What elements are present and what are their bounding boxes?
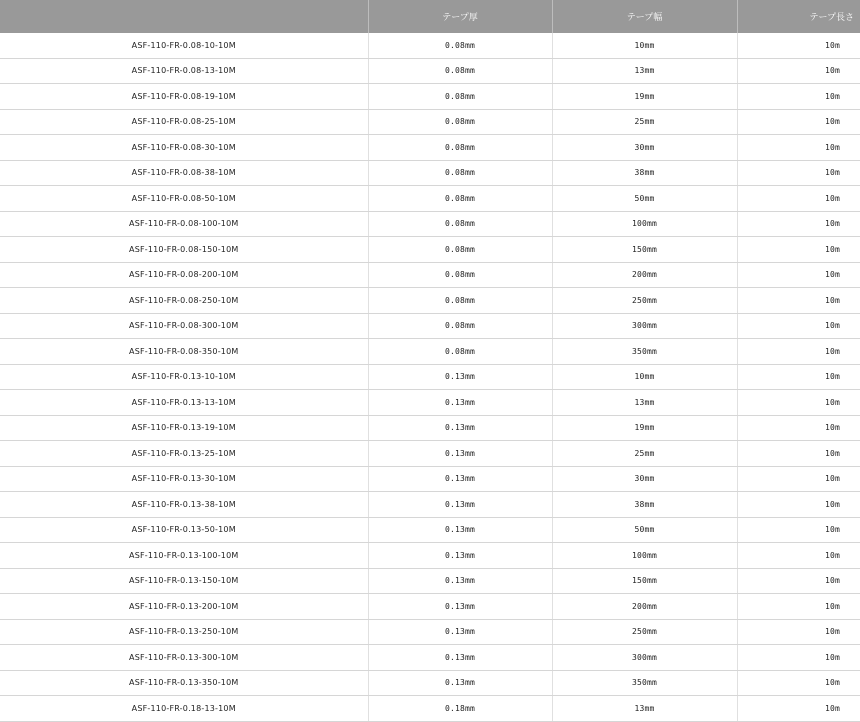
cell-product-code: ASF-110-FR-0.08-250-10M xyxy=(0,288,368,314)
table-body xyxy=(0,33,860,721)
table-row xyxy=(0,313,860,339)
table-header xyxy=(0,0,860,33)
cell-tape-width: 13mm xyxy=(552,58,737,84)
cell-tape-thickness: 0.13mm xyxy=(368,466,552,492)
table-row xyxy=(0,364,860,390)
cell-tape-width: 19mm xyxy=(552,415,737,441)
table-row xyxy=(0,186,860,212)
cell-product-code: ASF-110-FR-0.08-13-10M xyxy=(0,58,368,84)
cell-tape-width: 200mm xyxy=(552,594,737,620)
cell-tape-width: 30mm xyxy=(552,466,737,492)
cell-tape-width: 38mm xyxy=(552,492,737,518)
cell-tape-length: 10m xyxy=(737,186,860,212)
cell-tape-width: 350mm xyxy=(552,670,737,696)
cell-tape-length: 10m xyxy=(737,670,860,696)
cell-tape-thickness: 0.08mm xyxy=(368,109,552,135)
table-row xyxy=(0,288,860,314)
cell-tape-length: 10m xyxy=(737,415,860,441)
cell-tape-length: 10m xyxy=(737,313,860,339)
cell-tape-width: 100mm xyxy=(552,543,737,569)
cell-product-code: ASF-110-FR-0.13-250-10M xyxy=(0,619,368,645)
cell-tape-length: 10m xyxy=(737,109,860,135)
cell-tape-width: 10mm xyxy=(552,364,737,390)
table-row xyxy=(0,262,860,288)
table-row xyxy=(0,237,860,263)
cell-tape-length: 10m xyxy=(737,237,860,263)
cell-tape-thickness: 0.18mm xyxy=(368,696,552,722)
table-row xyxy=(0,670,860,696)
cell-tape-thickness: 0.08mm xyxy=(368,84,552,110)
table-row xyxy=(0,594,860,620)
cell-tape-thickness: 0.13mm xyxy=(368,645,552,671)
table-row xyxy=(0,135,860,161)
cell-tape-length: 10m xyxy=(737,492,860,518)
header-row xyxy=(0,0,860,33)
cell-tape-width: 25mm xyxy=(552,441,737,467)
cell-tape-thickness: 0.08mm xyxy=(368,237,552,263)
cell-product-code: ASF-110-FR-0.13-100-10M xyxy=(0,543,368,569)
cell-tape-thickness: 0.13mm xyxy=(368,492,552,518)
cell-product-code: ASF-110-FR-0.13-30-10M xyxy=(0,466,368,492)
cell-tape-length: 10m xyxy=(737,568,860,594)
table-row xyxy=(0,619,860,645)
cell-tape-thickness: 0.08mm xyxy=(368,339,552,365)
cell-tape-width: 13mm xyxy=(552,390,737,416)
cell-product-code: ASF-110-FR-0.13-19-10M xyxy=(0,415,368,441)
table-row xyxy=(0,160,860,186)
table-row xyxy=(0,492,860,518)
cell-tape-width: 150mm xyxy=(552,237,737,263)
cell-tape-thickness: 0.08mm xyxy=(368,288,552,314)
cell-tape-length: 10m xyxy=(737,364,860,390)
cell-product-code: ASF-110-FR-0.08-30-10M xyxy=(0,135,368,161)
table-row xyxy=(0,339,860,365)
cell-product-code: ASF-110-FR-0.13-10-10M xyxy=(0,364,368,390)
cell-tape-length: 10m xyxy=(737,441,860,467)
cell-tape-length: 10m xyxy=(737,288,860,314)
cell-product-code: ASF-110-FR-0.13-350-10M xyxy=(0,670,368,696)
cell-tape-width: 300mm xyxy=(552,313,737,339)
cell-tape-thickness: 0.08mm xyxy=(368,262,552,288)
table-row xyxy=(0,441,860,467)
cell-tape-length: 10m xyxy=(737,543,860,569)
table-row xyxy=(0,211,860,237)
cell-product-code: ASF-110-FR-0.08-300-10M xyxy=(0,313,368,339)
cell-tape-length: 10m xyxy=(737,160,860,186)
cell-tape-width: 25mm xyxy=(552,109,737,135)
cell-tape-width: 19mm xyxy=(552,84,737,110)
cell-product-code: ASF-110-FR-0.13-150-10M xyxy=(0,568,368,594)
cell-tape-thickness: 0.13mm xyxy=(368,543,552,569)
cell-tape-thickness: 0.13mm xyxy=(368,441,552,467)
cell-tape-width: 200mm xyxy=(552,262,737,288)
table-row xyxy=(0,84,860,110)
cell-tape-thickness: 0.08mm xyxy=(368,313,552,339)
cell-product-code: ASF-110-FR-0.13-300-10M xyxy=(0,645,368,671)
table-row xyxy=(0,33,860,58)
cell-product-code: ASF-110-FR-0.13-25-10M xyxy=(0,441,368,467)
cell-tape-length: 10m xyxy=(737,84,860,110)
cell-product-code: ASF-110-FR-0.08-19-10M xyxy=(0,84,368,110)
cell-tape-length: 10m xyxy=(737,696,860,722)
cell-tape-width: 50mm xyxy=(552,186,737,212)
cell-tape-width: 38mm xyxy=(552,160,737,186)
table-row xyxy=(0,645,860,671)
cell-tape-length: 10m xyxy=(737,517,860,543)
cell-tape-length: 10m xyxy=(737,466,860,492)
cell-product-code: ASF-110-FR-0.08-350-10M xyxy=(0,339,368,365)
cell-tape-thickness: 0.08mm xyxy=(368,135,552,161)
header-tape-thickness: テープ厚 xyxy=(368,0,552,33)
cell-tape-width: 30mm xyxy=(552,135,737,161)
table-row xyxy=(0,568,860,594)
cell-tape-width: 10mm xyxy=(552,33,737,58)
cell-tape-width: 250mm xyxy=(552,619,737,645)
cell-tape-width: 50mm xyxy=(552,517,737,543)
header-tape-width: テープ幅 xyxy=(552,0,737,33)
cell-product-code: ASF-110-FR-0.08-10-10M xyxy=(0,33,368,58)
cell-tape-length: 10m xyxy=(737,33,860,58)
table-row xyxy=(0,543,860,569)
cell-product-code: ASF-110-FR-0.08-150-10M xyxy=(0,237,368,263)
cell-tape-thickness: 0.08mm xyxy=(368,211,552,237)
cell-product-code: ASF-110-FR-0.13-13-10M xyxy=(0,390,368,416)
cell-tape-thickness: 0.13mm xyxy=(368,390,552,416)
cell-tape-width: 100mm xyxy=(552,211,737,237)
cell-product-code: ASF-110-FR-0.08-38-10M xyxy=(0,160,368,186)
cell-tape-thickness: 0.13mm xyxy=(368,364,552,390)
cell-tape-width: 150mm xyxy=(552,568,737,594)
cell-tape-width: 300mm xyxy=(552,645,737,671)
cell-tape-length: 10m xyxy=(737,645,860,671)
cell-tape-length: 10m xyxy=(737,211,860,237)
cell-tape-thickness: 0.13mm xyxy=(368,415,552,441)
cell-tape-length: 10m xyxy=(737,58,860,84)
header-tape-length: テープ長さ xyxy=(737,0,860,33)
cell-tape-thickness: 0.08mm xyxy=(368,160,552,186)
cell-tape-width: 350mm xyxy=(552,339,737,365)
cell-product-code: ASF-110-FR-0.08-25-10M xyxy=(0,109,368,135)
cell-tape-length: 10m xyxy=(737,619,860,645)
cell-tape-thickness: 0.13mm xyxy=(368,619,552,645)
cell-tape-thickness: 0.13mm xyxy=(368,670,552,696)
cell-tape-length: 10m xyxy=(737,135,860,161)
table-row xyxy=(0,390,860,416)
table-row xyxy=(0,58,860,84)
table-row xyxy=(0,517,860,543)
cell-tape-thickness: 0.08mm xyxy=(368,33,552,58)
cell-tape-thickness: 0.13mm xyxy=(368,568,552,594)
table-row xyxy=(0,415,860,441)
cell-tape-length: 10m xyxy=(737,594,860,620)
cell-tape-width: 13mm xyxy=(552,696,737,722)
table-row xyxy=(0,696,860,722)
cell-product-code: ASF-110-FR-0.08-100-10M xyxy=(0,211,368,237)
header-product-code xyxy=(0,0,368,33)
cell-product-code: ASF-110-FR-0.08-200-10M xyxy=(0,262,368,288)
cell-product-code: ASF-110-FR-0.13-50-10M xyxy=(0,517,368,543)
cell-tape-thickness: 0.13mm xyxy=(368,594,552,620)
cell-tape-thickness: 0.08mm xyxy=(368,186,552,212)
cell-tape-length: 10m xyxy=(737,390,860,416)
cell-tape-length: 10m xyxy=(737,262,860,288)
cell-tape-thickness: 0.08mm xyxy=(368,58,552,84)
cell-tape-width: 250mm xyxy=(552,288,737,314)
cell-product-code: ASF-110-FR-0.18-13-10M xyxy=(0,696,368,722)
table-row xyxy=(0,466,860,492)
cell-product-code: ASF-110-FR-0.08-50-10M xyxy=(0,186,368,212)
cell-product-code: ASF-110-FR-0.13-200-10M xyxy=(0,594,368,620)
cell-tape-length: 10m xyxy=(737,339,860,365)
table-row xyxy=(0,109,860,135)
cell-product-code: ASF-110-FR-0.13-38-10M xyxy=(0,492,368,518)
cell-tape-thickness: 0.13mm xyxy=(368,517,552,543)
